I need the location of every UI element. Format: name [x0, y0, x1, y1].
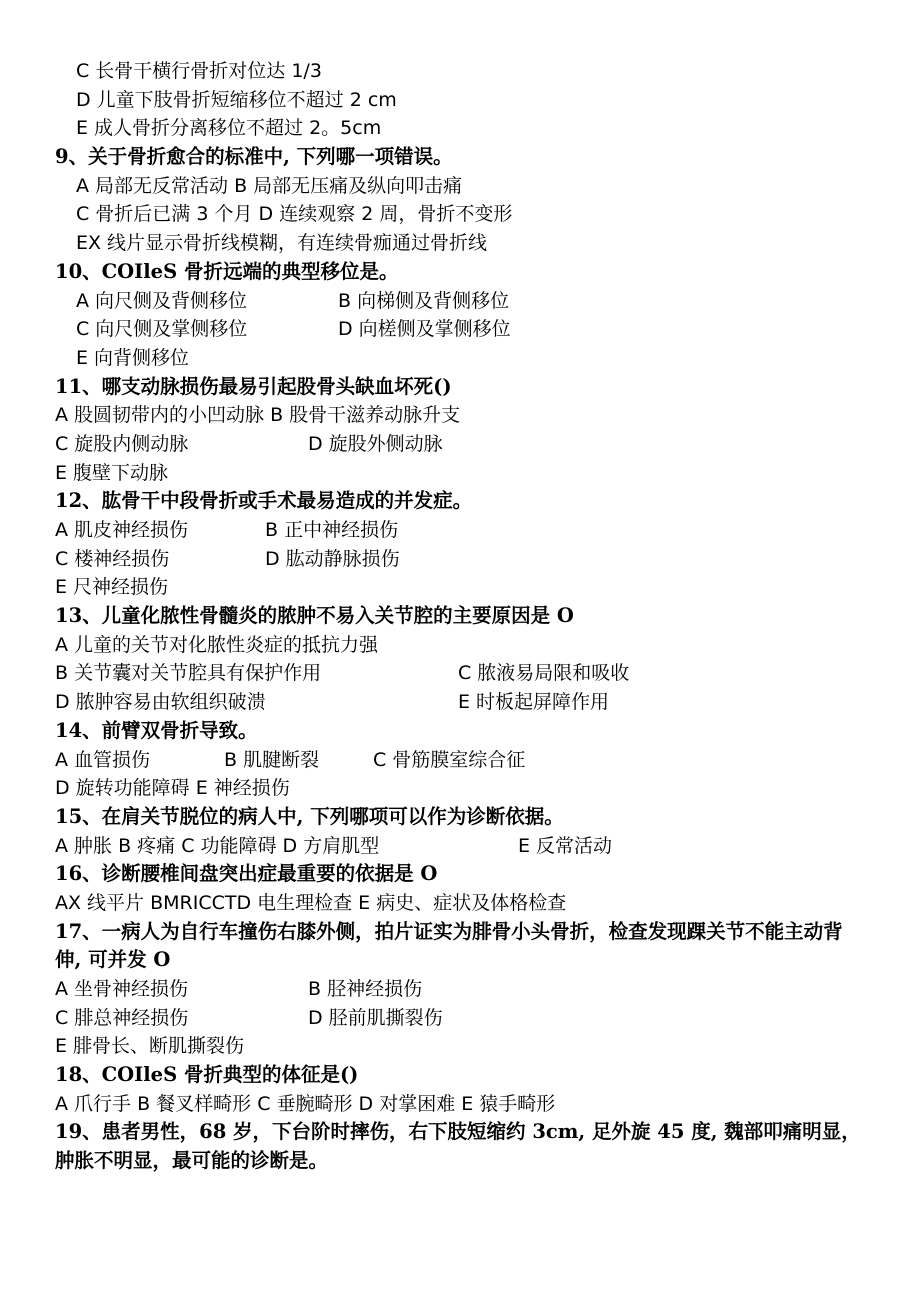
option-line: A 血管损伤 B 肌腱断裂 C 骨筋膜室综合征: [55, 748, 526, 771]
option-line: A 局部无反常活动 B 局部无压痛及纵向叩击痛: [76, 174, 463, 197]
option-line: EX 线片显示骨折线模糊，有连续骨痂通过骨折线: [76, 232, 488, 255]
option-line: C 长骨干横行骨折对位达 1/3: [76, 60, 322, 82]
option-line: A 肿胀 B 疼痛 C 功能障碍 D 方肩肌型 E 反常活动: [55, 834, 613, 857]
option-line: A 股圆韧带内的小凹动脉 B 股骨干滋养动脉升支: [55, 404, 461, 427]
question-10: 10、COIleS 骨折远端的典型移位是。: [55, 259, 399, 283]
option-line: C 腓总神经损伤 D 胫前肌撕裂伤: [55, 1006, 443, 1029]
option-line: E 成人骨折分离移位不超过 2。5cm: [76, 117, 382, 140]
question-14: 14、前臂双骨折导致。: [55, 718, 258, 742]
option-line: E 向背侧移位: [76, 346, 190, 369]
option-line: B 关节囊对关节腔具有保护作用 C 脓液易局限和吸收: [55, 662, 630, 685]
option-line: D 脓肿容易由软组织破溃 E 时板起屏障作用: [55, 691, 610, 714]
question-13: 13、儿童化脓性骨髓炎的脓肿不易入关节腔的主要原因是 O: [55, 604, 574, 628]
option-line: A 儿童的关节对化脓性炎症的抵抗力强: [55, 633, 379, 656]
option-line: A 向尺侧及背侧移位 B 向梯侧及背侧移位: [76, 289, 510, 312]
question-11: 11、哪支动脉损伤最易引起股骨头缺血坏死(): [55, 374, 452, 398]
option-line: E 腹壁下动脉: [55, 461, 169, 484]
option-line: C 骨折后已满 3 个月 D 连续观察 2 周，骨折不变形: [76, 203, 513, 226]
option-line: E 尺神经损伤: [55, 576, 169, 599]
option-line: E 腓骨长、断肌撕裂伤: [55, 1035, 245, 1058]
option-line: D 儿童下肢骨折短缩移位不超过 2 cm: [76, 88, 397, 111]
question-15: 15、在肩关节脱位的病人中, 下列哪项可以作为诊断依据。: [55, 804, 564, 828]
question-18: 18、COIleS 骨折典型的体征是(): [55, 1063, 359, 1087]
option-line: C 旋股内侧动脉 D 旋股外侧动脉: [55, 432, 443, 455]
question-16: 16、诊断腰椎间盘突出症最重要的依据是 O: [55, 862, 438, 886]
question-19: 19、患者男性，68 岁，下台阶时摔伤，右下肢短缩约 3cm, 足外旋 45 度, 魏部叩痛明显，肿胀不明显，最可能的诊断是。: [55, 1120, 861, 1173]
question-17: 17、一病人为自行车撞伤右膝外侧，拍片证实为腓骨小头骨折，检查发现踝关节不能主动背伸, 可并发 O: [55, 919, 843, 972]
document-page: [0, 57, 920, 1176]
question-12: 12、肱骨干中段骨折或手术最易造成的并发症。: [55, 489, 473, 513]
option-line: C 向尺侧及掌侧移位 D 向槎侧及掌侧移位: [76, 318, 511, 341]
option-line: AX 线平片 BMRICCTD 电生理检查 E 病史、症状及体格检查: [55, 891, 567, 914]
option-line: A 爪行手 B 餐叉样畸形 C 垂腕畸形 D 对掌困难 E 猿手畸形: [55, 1092, 556, 1115]
option-line: A 肌皮神经损伤 B 正中神经损伤: [55, 519, 399, 541]
option-line: A 坐骨神经损伤 B 胫神经损伤: [55, 978, 423, 1001]
option-line: D 旋转功能障碍 E 神经损伤: [55, 777, 290, 800]
option-line: C 楼神经损伤 D 肱动静脉损伤: [55, 547, 400, 570]
question-9: 9、关于骨折愈合的标准中, 下列哪一项错误。: [55, 145, 453, 169]
